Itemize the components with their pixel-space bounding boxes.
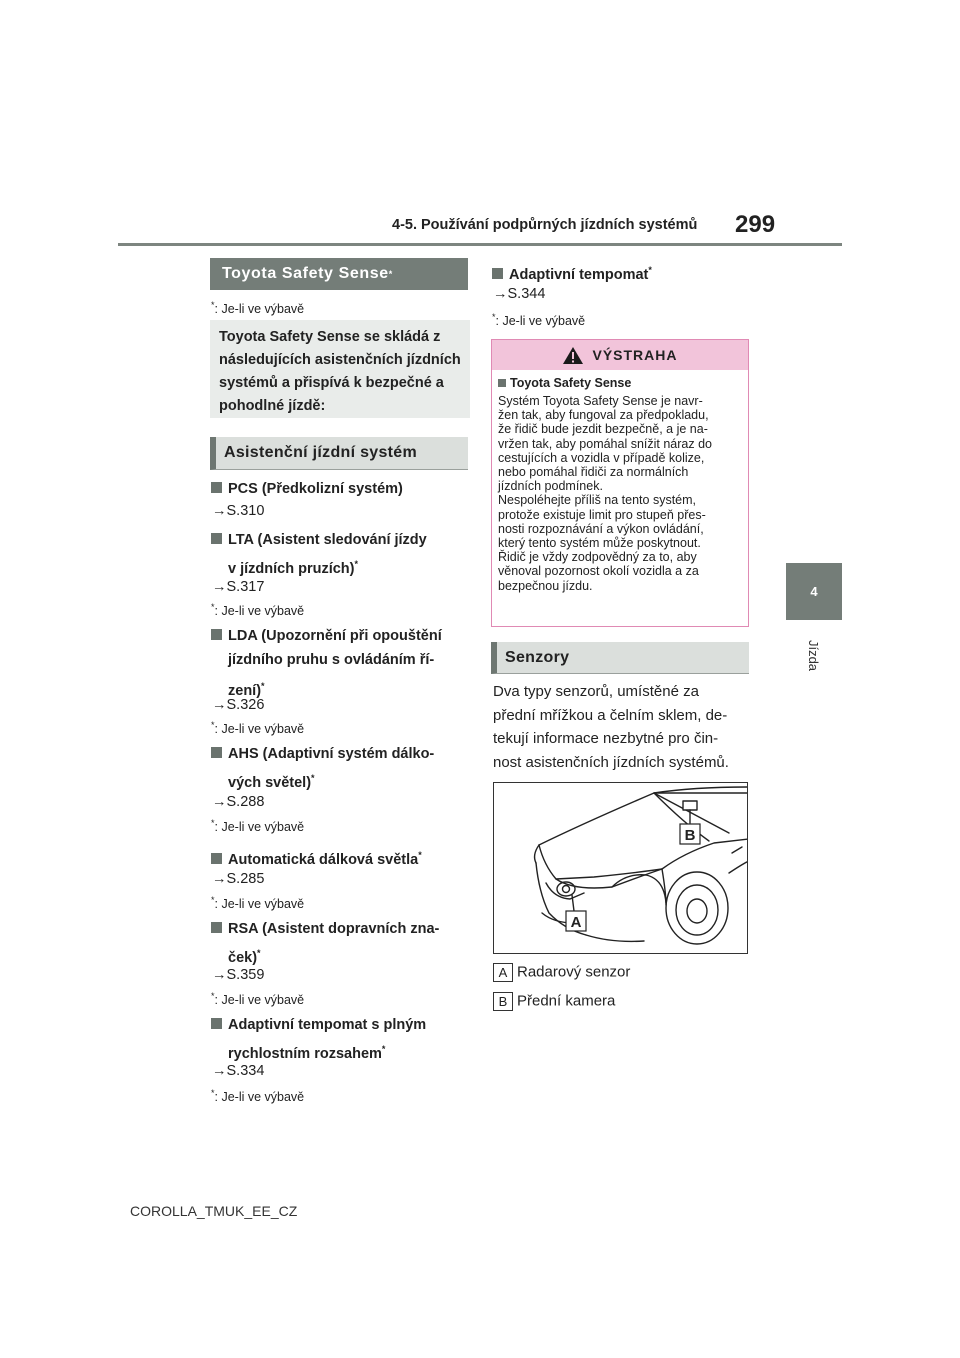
- list-item: [211, 843, 422, 872]
- text-line: nost asistenčních jízdních systémů.: [493, 753, 729, 771]
- chapter-tab: [786, 563, 842, 620]
- callout-a-label: A: [570, 914, 582, 931]
- sensors-label: Senzory: [505, 648, 570, 666]
- item-footnote: *: Je-li ve výbavě: [211, 895, 305, 912]
- item-title-cont: v jízdních pruzích)*: [228, 559, 358, 577]
- title-footnote: [211, 300, 304, 316]
- page-reference[interactable]: →S.359: [212, 967, 265, 983]
- footnote-mark: *: [211, 818, 215, 828]
- warning-line: že řidič bude jezdit bezpečně, a je na-: [498, 422, 708, 437]
- text-line: tekují informace nezbytné pro čin-: [493, 730, 719, 747]
- footnote-mark: *: [211, 895, 215, 905]
- item-footnote: *: Je-li ve výbavě: [211, 991, 305, 1008]
- footnote-mark: *: [354, 559, 358, 569]
- bullet-square-icon: [211, 1018, 222, 1029]
- warning-line: protože existuje limit pro stupeň přes-: [498, 507, 706, 522]
- chapter-number: 4: [810, 584, 818, 599]
- footnote-mark: *: [211, 300, 215, 310]
- legend-item-a: [493, 963, 630, 982]
- item-title: AHS (Adaptivní systém dálko-: [228, 746, 435, 762]
- item-title-cont: zení)*: [228, 681, 265, 699]
- warning-line: jízdních podmínek.: [498, 479, 603, 494]
- item-title: Adaptivní tempomat s plným: [228, 1017, 427, 1033]
- item-title: LDA (Upozornění při opouštění: [228, 628, 442, 644]
- warning-line: bezpečnou jízdu.: [498, 578, 593, 593]
- warning-subheading-text: Toyota Safety Sense: [510, 376, 632, 390]
- title-bar-sup: *: [388, 269, 393, 279]
- warning-subheading: [498, 376, 748, 390]
- item-footnote: *: Je-li ve výbavě: [211, 818, 305, 835]
- page-reference[interactable]: →S.344: [493, 286, 546, 302]
- text-line: Dva typy senzorů, umístěné za: [493, 683, 699, 700]
- page-reference[interactable]: →S.317: [212, 579, 265, 595]
- legend-text: Přední kamera: [517, 992, 616, 1010]
- warning-triangle-icon: [562, 346, 584, 365]
- toyota-safety-sense-title-bar: [210, 258, 468, 290]
- callout-b-label: B: [684, 827, 696, 844]
- bullet-square-icon: [211, 922, 222, 933]
- item-footnote: *: Je-li ve výbavě: [211, 602, 305, 619]
- bullet-square-icon: [211, 629, 222, 640]
- footnote-mark: *: [311, 773, 315, 783]
- sensors-bar: [491, 642, 749, 674]
- warning-line: který tento systém může poskytnout.: [498, 536, 701, 551]
- warning-line: Řidič je vždy zodpovědný za to, aby: [498, 550, 697, 565]
- list-item: [211, 917, 439, 970]
- item-title: RSA (Asistent dopravních zna-: [228, 921, 440, 937]
- legend-key: A: [493, 963, 513, 982]
- document-footer: COROLLA_TMUK_EE_CZ: [130, 1203, 298, 1219]
- assist-systems-label: Asistenční jízdní systém: [224, 444, 418, 461]
- sensors-description: [493, 680, 755, 774]
- page-reference[interactable]: →S.288: [212, 794, 265, 810]
- warning-line: vržen tak, aby pomáhal snížit náraz do: [498, 436, 713, 451]
- warning-header: [492, 340, 748, 370]
- warning-line: nosti rozpoznávání a výkon ovládání,: [498, 521, 704, 536]
- list-item: [492, 258, 652, 287]
- list-item: [211, 477, 403, 501]
- footnote-mark: *: [418, 850, 422, 860]
- warning-line: Systém Toyota Safety Sense je navr-: [498, 394, 703, 408]
- footnote-mark: *: [492, 312, 496, 322]
- item-footnote: *: Je-li ve výbavě: [211, 1088, 305, 1105]
- page-reference[interactable]: →S.326: [212, 697, 265, 713]
- chapter-name-label: Jízda: [806, 639, 822, 671]
- bullet-square-icon: [211, 533, 222, 544]
- warning-heading: VÝSTRAHA: [592, 347, 678, 363]
- warning-line: cestujících a vozidla v případě kolize,: [498, 450, 705, 465]
- item-title-cont: rychlostním rozsahem*: [228, 1044, 386, 1062]
- header-rule: [118, 243, 842, 246]
- bullet-square-icon: [498, 379, 506, 387]
- item-footnote: *: Je-li ve výbavě: [492, 312, 586, 329]
- page-reference[interactable]: →S.334: [212, 1063, 265, 1079]
- footnote-mark: *: [211, 1088, 215, 1098]
- footnote-mark: *: [381, 1044, 386, 1054]
- legend-key: B: [493, 992, 513, 1011]
- item-title: Adaptivní tempomat*: [509, 265, 652, 283]
- footnote-mark: *: [211, 991, 215, 1001]
- item-title-cont: ček)*: [228, 948, 261, 966]
- legend-item-b: [493, 992, 615, 1011]
- item-title: PCS (Předkolizní systém): [228, 481, 403, 497]
- list-item: [211, 742, 434, 795]
- bullet-square-icon: [492, 268, 503, 279]
- list-item: [211, 528, 427, 581]
- car-drawing: [494, 783, 748, 954]
- page-reference[interactable]: →S.285: [212, 871, 265, 887]
- bullet-square-icon: [211, 853, 222, 864]
- item-footnote: *: Je-li ve výbavě: [211, 720, 305, 737]
- section-header-title: 4-5. Používání podpůrných jízdních systémů: [392, 217, 698, 233]
- bullet-square-icon: [211, 482, 222, 493]
- warning-box: [491, 339, 749, 627]
- warning-line: věnoval pozornost okolí vozidla a za: [498, 564, 699, 579]
- item-title: LTA (Asistent sledování jízdy: [228, 532, 427, 548]
- item-title: Automatická dálková světla*: [228, 850, 422, 868]
- footnote-text: : Je-li ve výbavě: [214, 302, 305, 317]
- car-sensor-illustration: [493, 782, 748, 954]
- intro-box: [210, 320, 470, 418]
- assist-systems-bar: [210, 437, 468, 470]
- warning-text: [498, 394, 742, 593]
- footnote-mark: *: [261, 681, 265, 691]
- item-title-cont: jízdního pruhu s ovládáním ří-: [228, 652, 435, 668]
- list-item: [211, 624, 442, 703]
- bullet-square-icon: [211, 747, 222, 758]
- footnote-mark: *: [648, 265, 652, 275]
- intro-text: Toyota Safety Sense se skládá z následujících asistenčních jízdních systémů a přispívá k bezpečné a pohodlné jízdě:: [219, 329, 461, 414]
- chapter-name: [786, 630, 842, 680]
- footnote-mark: *: [211, 720, 215, 730]
- footnote-mark: *: [211, 602, 215, 612]
- list-item: [211, 1013, 426, 1066]
- item-title-cont: vých světel)*: [228, 773, 315, 791]
- title-bar-text: Toyota Safety Sense: [222, 265, 389, 282]
- footnote-mark: *: [257, 948, 261, 958]
- legend-text: Radarový senzor: [517, 963, 631, 981]
- page-number: 299: [735, 211, 776, 238]
- page-reference[interactable]: →S.310: [212, 503, 265, 519]
- warning-line: nebo pomáhal řidiči za normálních: [498, 465, 689, 480]
- text-line: přední mřížkou a čelním sklem, de-: [493, 706, 728, 724]
- warning-line: žen tak, aby fungoval za předpokladu,: [498, 408, 709, 423]
- warning-line: Nespoléhejte příliš na tento systém,: [498, 493, 697, 508]
